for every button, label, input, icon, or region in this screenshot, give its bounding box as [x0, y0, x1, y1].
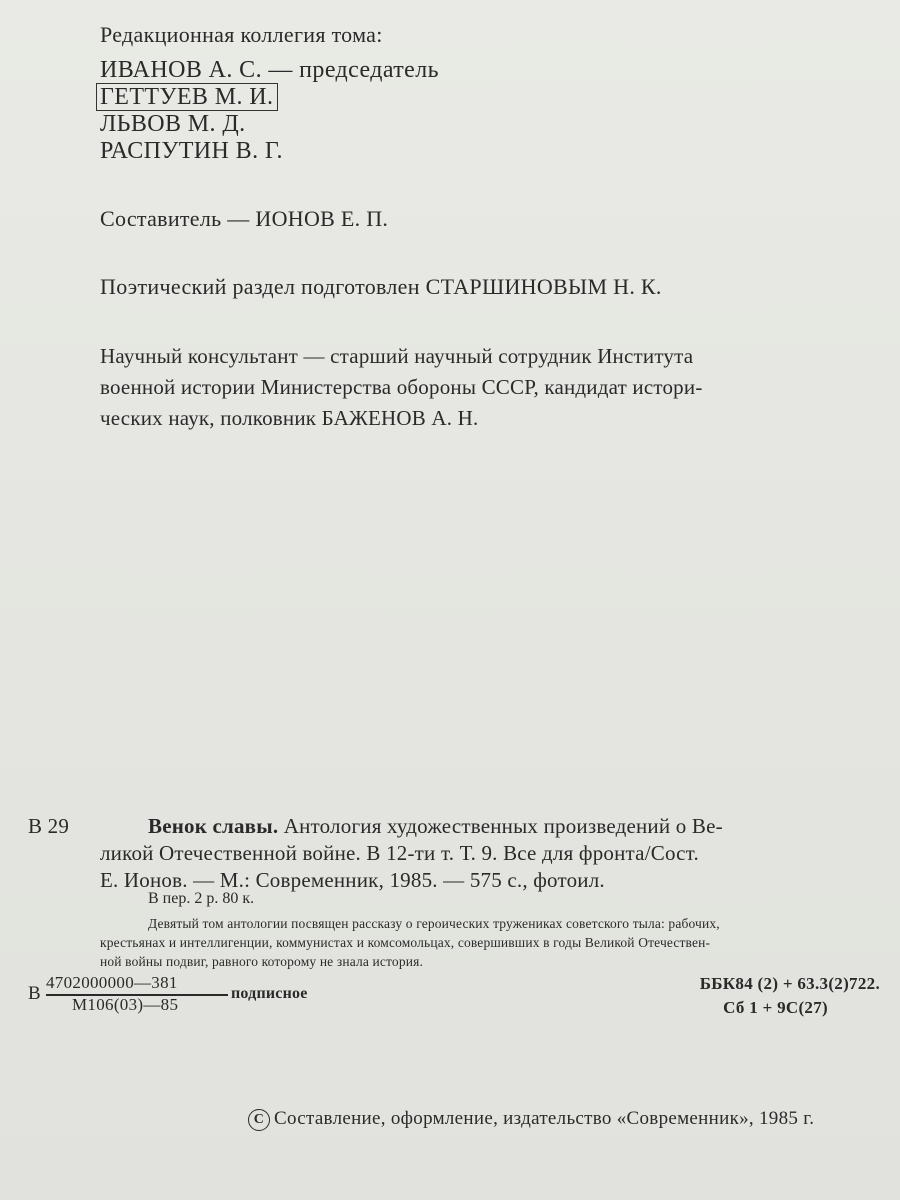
index-denominator: М106(03)—85	[72, 995, 179, 1014]
editorial-board-heading: Редакционная коллегия тома:	[100, 22, 383, 47]
annotation-line: Девятый том антологии посвящен рассказу о героических тружениках советского тыла: рабочих,	[148, 916, 720, 931]
compiler-line: Составитель — ИОНОВ Е. П.	[100, 206, 389, 231]
index-numerator: 4702000000—381	[46, 973, 178, 992]
catalog-line-1-rest: Антология художественных произведений о Ве-	[283, 814, 723, 838]
catalog-annotation	[100, 914, 878, 971]
consultant-line: Научный консультант — старший научный сотрудник Института	[100, 344, 694, 368]
bbk-subcode: Сб 1 + 9С(27)	[723, 998, 828, 1017]
publisher-index	[28, 973, 328, 1017]
copyright-icon: С	[248, 1109, 270, 1131]
catalog-line-2: ликой Отечественной войне. В 12-ти т. Т. 9. Все для фронта/Сост.	[100, 841, 699, 865]
subscription-label: подписное	[231, 985, 308, 1002]
bbk-code: ББК84 (2) + 63.3(2)722.	[699, 974, 880, 993]
consultant-line: военной истории Министерства обороны СССР, кандидат истори-	[100, 375, 703, 399]
copyright-text: Составление, оформление, издательство «Современник», 1985 г.	[274, 1108, 815, 1129]
catalog-title: Венок славы.	[148, 814, 279, 838]
editorial-member: ЛЬВОВ М. Д.	[100, 111, 246, 137]
editorial-member-chair: ИВАНОВ А. С. — председатель	[100, 57, 439, 83]
editorial-member-boxed	[100, 84, 278, 111]
annotation-line: крестьянах и интеллигенции, коммунистах и комсомольцах, совершивших в годы Великой Отечествен-	[100, 935, 711, 950]
poetry-section-line: Поэтический раздел подготовлен СТАРШИНОВЫМ Н. К.	[100, 274, 662, 299]
editorial-member: РАСПУТИН В. Г.	[100, 138, 283, 164]
catalog-code: В 29	[28, 814, 70, 838]
consultant-paragraph	[100, 341, 880, 434]
annotation-line: ной войны подвиг, равного которому не знала история.	[100, 954, 423, 969]
catalog-line-3: Е. Ионов. — М.: Современник, 1985. — 575 с., фотоил.	[100, 868, 605, 892]
catalog-line-1	[148, 814, 723, 839]
copyright-line	[248, 1108, 814, 1131]
consultant-line: ческих наук, полковник БАЖЕНОВ А. Н.	[100, 406, 479, 430]
editorial-member-name: ГЕТТУЕВ М. И.	[96, 83, 278, 111]
catalog-price: В пер. 2 р. 80 к.	[148, 890, 255, 907]
index-letter: В	[28, 983, 41, 1004]
